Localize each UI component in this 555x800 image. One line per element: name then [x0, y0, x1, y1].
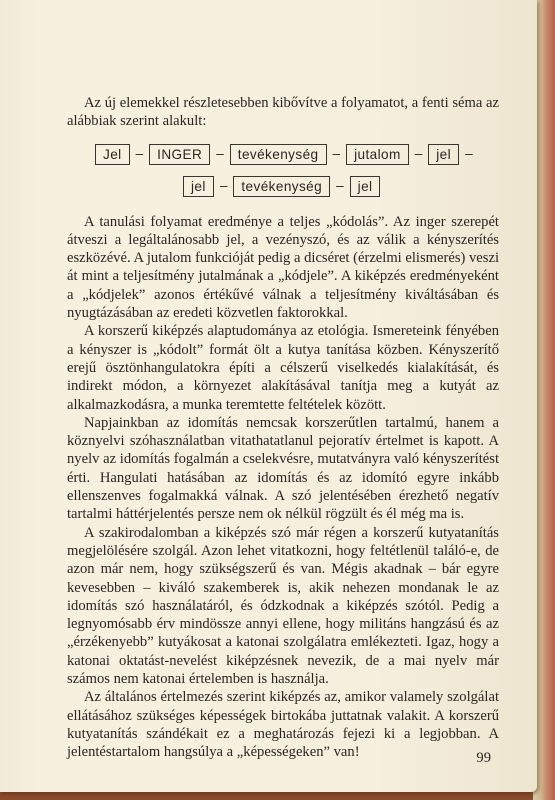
schema-row-1: [67, 143, 499, 167]
schema-row-2: [67, 175, 499, 199]
schema-dash: –: [219, 178, 228, 194]
paragraph-idomitas: Napjainkban az idomítás nemcsak korszerűtlen tartalmú, hanem a köznyelvi szóhasználatban vitathatatlanul pejoratív értelmet is kapott. A nyelv az idomítás fogalmán a cselekvésre, mutatványra való kényszerítést érti. Hangulati hatásában az idomítás és az idomító egyre inkább ellenszenves fogalmakká válnak. A szó jelentésében érezhető negatív tartalmi háttérjelentés persze nem ok nélkül rögzült és él még ma is.: [67, 414, 499, 523]
schema-box-jel: jel: [428, 144, 459, 165]
paragraph-kodolas: A tanulási folyamat eredménye a teljes „kódolás”. Az inger szerepét átveszi a legáltalánosabb jel, a vezényszó, és az válik a kényszerítés eszközévé. A jutalom funkcióját pedig a dicséret (érzelmi elismerés) veszi át mint a teljesítmény jutalmának a „kódjele”. A kiképzés eredményeként a „kódjelek” azonos értékűvé válnak a teljesítmény kiváltásában és nyugtázásában az eredeti közvetlen faktorokkal.: [67, 213, 499, 322]
schema-box-jel: jel: [350, 176, 381, 197]
schema-box-tevekenyseg: tevékenység: [230, 144, 327, 165]
schema-box-jel: Jel: [95, 144, 130, 165]
page-body: [67, 94, 499, 762]
paragraph-ertelmezes: Az általános értelmezés szerint kiképzés az, amikor valamely szolgálat ellátásához szükséges képességek birtokába juttatnak valakit. A korszerű kutyatanítás szándékait ez a meghatározás fejezi ki a legjobban. A jelentéstartalom hangsúlya a „képességeken” van!: [67, 689, 499, 761]
schema-dash: –: [465, 146, 473, 162]
paragraph-etologia: A korszerű kiképzés alaptudománya az etológia. Ismereteink fényében a kényszer is „kódolt” formát ölt a kutya tanítása közben. Kényszerítő erejű ösztönhangulatokra építi a célszerű viselkedés kialakítását, és indirekt módon, a környezet alakításával tanítja meg a kutyát az alkalmazkodásra, a munka teremtette feltételek között.: [67, 323, 499, 413]
paragraph-szakirodalom: A szakirodalomban a kiképzés szó már régen a korszerű kutyatanítás megjelölésére szolgál. Azon lehet vitatkozni, hogy feltétlenül találó-e, de azon már nem, hogy szükségszerű és van. Mégis akadnak – bár egyre kevesebben – kiváló szakemberek is, akik nehezen mondanak le az idomítás szó használatáról, és ódzkodnak a kiképzés szótól. Pedig a legnyomósabb érv mindössze annyi ellene, hogy militáns hangzású és az „érzékenyebb” kutyákosat a katonai szolgálatra emlékezteti. Igaz, hogy a katonai oktatást-nevelést kiképzésnek nevezik, de a mai nyelv már számos nem katonai értelemben is használja.: [67, 524, 499, 688]
schema-box-jutalom: jutalom: [346, 144, 409, 165]
schema-dash: –: [332, 146, 341, 162]
schema-box-tevekenyseg: tevékenység: [233, 176, 330, 197]
schema-dash: –: [216, 146, 224, 162]
page-number: 99: [476, 750, 491, 766]
schema-dash: –: [135, 146, 144, 162]
schema-dash: –: [414, 146, 423, 162]
schema-box-inger: INGER: [149, 144, 210, 165]
intro-paragraph: Az új elemekkel részletesebben kibővítve a folyamatot, a fenti séma az alábbiak szerint alakult:: [67, 95, 499, 130]
schema-box-jel: jel: [183, 176, 214, 197]
schema-dash: –: [336, 178, 344, 194]
schema-diagram: [67, 143, 499, 199]
